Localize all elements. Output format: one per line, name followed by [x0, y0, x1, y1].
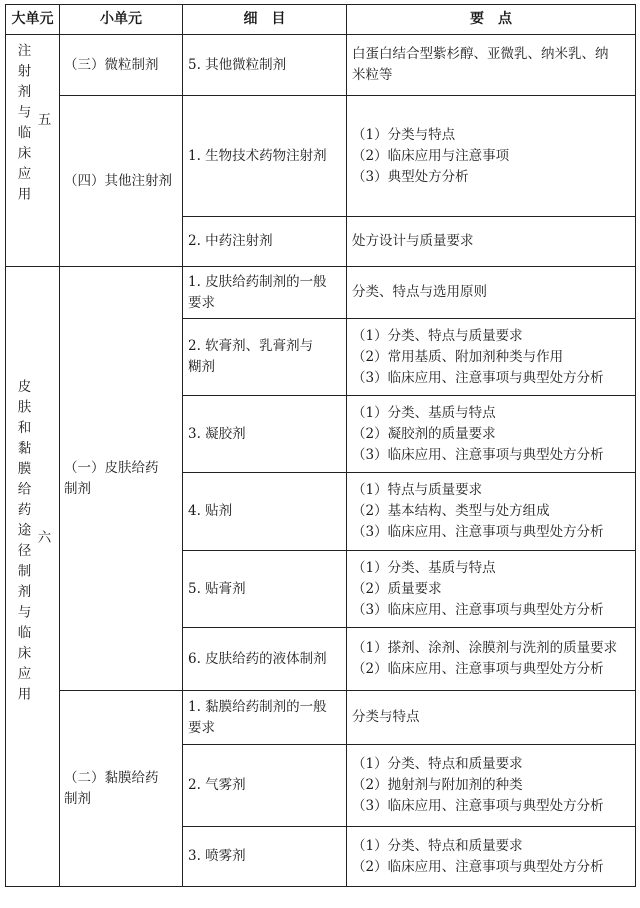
detail-cell — [183, 551, 347, 628]
cell-line: （1）分类、基质与特点 — [352, 404, 496, 421]
cell-line: （2）临床应用与注意事项 — [352, 147, 510, 164]
major-unit-6 — [6, 267, 60, 887]
table-row — [6, 691, 636, 745]
minor-unit: （三）微粒制剂 — [60, 35, 183, 96]
cell-line: 米粒等 — [352, 67, 393, 83]
points-cell — [347, 319, 636, 396]
major-unit-title: 皮肤和黏膜给药途径制剂与临床应用 — [14, 379, 31, 707]
minor-unit: （四）其他注射剂 — [60, 96, 183, 267]
points-cell — [347, 628, 636, 691]
detail-cell — [183, 267, 347, 319]
cell-line: （1）搽剂、涂剂、涂膜剂与洗剂的质量要求 — [352, 640, 618, 656]
table-row — [6, 267, 636, 319]
detail-cell — [183, 217, 347, 267]
detail-cell — [183, 628, 347, 691]
major-unit-5 — [6, 35, 60, 267]
cell-line: 2. 中药注射剂 — [188, 233, 273, 249]
points-cell — [347, 473, 636, 551]
cell-line: 糊剂 — [188, 359, 215, 375]
cell-line: （2）质量要求 — [352, 580, 442, 597]
cell-line: 1. 黏膜给药制剂的一般 — [188, 698, 327, 715]
cell-line: （3）临床应用、注意事项与典型处方分析 — [352, 601, 604, 618]
detail-cell — [183, 473, 347, 551]
cell-line: 要求 — [188, 294, 215, 311]
detail-cell — [183, 827, 347, 887]
detail-cell — [183, 691, 347, 745]
detail-cell — [183, 396, 347, 473]
major-unit-number: 五 — [34, 112, 51, 126]
points-cell — [347, 691, 636, 745]
minor-unit: （二）黏膜给药制剂 — [60, 691, 183, 887]
points-cell — [347, 396, 636, 473]
cell-line: （3）临床应用、注意事项与典型处方分析 — [352, 369, 604, 386]
points-cell — [347, 827, 636, 887]
cell-line: （3）临床应用、注意事项与典型处方分析 — [352, 524, 604, 540]
cell-line: （2）凝胶剂的质量要求 — [352, 425, 496, 442]
points-cell — [347, 551, 636, 628]
points-cell — [347, 217, 636, 267]
cell-line: （1）特点与质量要求 — [352, 482, 483, 498]
major-unit-title: 注射剂与临床应用 — [14, 43, 31, 207]
cell-line: （3）典型处方分析 — [352, 168, 469, 185]
cell-line: 5. 其他微粒制剂 — [188, 56, 287, 73]
cell-line: （2）常用基质、附加剂种类与作用 — [352, 348, 564, 365]
header-row — [6, 5, 636, 35]
detail-cell — [183, 35, 347, 96]
cell-line: （3）临床应用、注意事项与典型处方分析 — [352, 446, 604, 463]
cell-line: （1）分类、特点和质量要求 — [352, 837, 523, 854]
cell-line: 1. 生物技术药物注射剂 — [188, 147, 327, 164]
points-cell — [347, 35, 636, 96]
cell-line: 要求 — [188, 719, 215, 736]
cell-line: （1）分类、基质与特点 — [352, 559, 496, 576]
table-row — [6, 35, 636, 96]
major-unit-number: 六 — [34, 530, 51, 544]
cell-line: 分类与特点 — [352, 709, 420, 725]
detail-cell — [183, 745, 347, 827]
cell-line: 2. 软膏剂、乳膏剂与 — [188, 338, 314, 354]
cell-line: 处方设计与质量要求 — [352, 233, 474, 249]
detail-cell — [183, 319, 347, 396]
syllabus-table — [5, 4, 636, 887]
points-cell — [347, 745, 636, 827]
cell-line: （2）临床应用、注意事项与典型处方分析 — [352, 858, 604, 875]
cell-line: 2. 气雾剂 — [188, 777, 246, 793]
table-row — [6, 96, 636, 217]
cell-line: （2）临床应用、注意事项与典型处方分析 — [352, 661, 604, 677]
cell-line: 5. 贴膏剂 — [188, 580, 246, 597]
cell-line: 4. 贴剂 — [188, 503, 233, 519]
cell-line: （1）分类、特点和质量要求 — [352, 756, 523, 772]
detail-cell — [183, 96, 347, 217]
cell-line: 6. 皮肤给药的液体制剂 — [188, 650, 327, 667]
cell-line: 白蛋白结合型紫杉醇、亚微乳、纳米乳、纳 — [352, 46, 609, 62]
header-key-points: 要 点 — [347, 5, 636, 35]
cell-line: （2）抛射剂与附加剂的种类 — [352, 777, 523, 793]
cell-line: （2）基本结构、类型与处方组成 — [352, 503, 550, 519]
cell-line: （3）临床应用、注意事项与典型处方分析 — [352, 798, 604, 814]
header-minor-unit: 小单元 — [60, 5, 183, 35]
cell-line: 3. 凝胶剂 — [188, 425, 246, 442]
points-cell — [347, 96, 636, 217]
cell-line: （1）分类与特点 — [352, 126, 456, 143]
cell-line: 1. 皮肤给药制剂的一般 — [188, 273, 327, 290]
points-cell — [347, 267, 636, 319]
cell-line: 分类、特点与选用原则 — [352, 284, 487, 300]
cell-line: 3. 喷雾剂 — [188, 848, 246, 864]
header-detail: 细 目 — [183, 5, 347, 35]
minor-unit: （一）皮肤给药制剂 — [60, 267, 183, 691]
header-major-unit: 大单元 — [6, 5, 60, 35]
cell-line: （1）分类、特点与质量要求 — [352, 327, 523, 344]
